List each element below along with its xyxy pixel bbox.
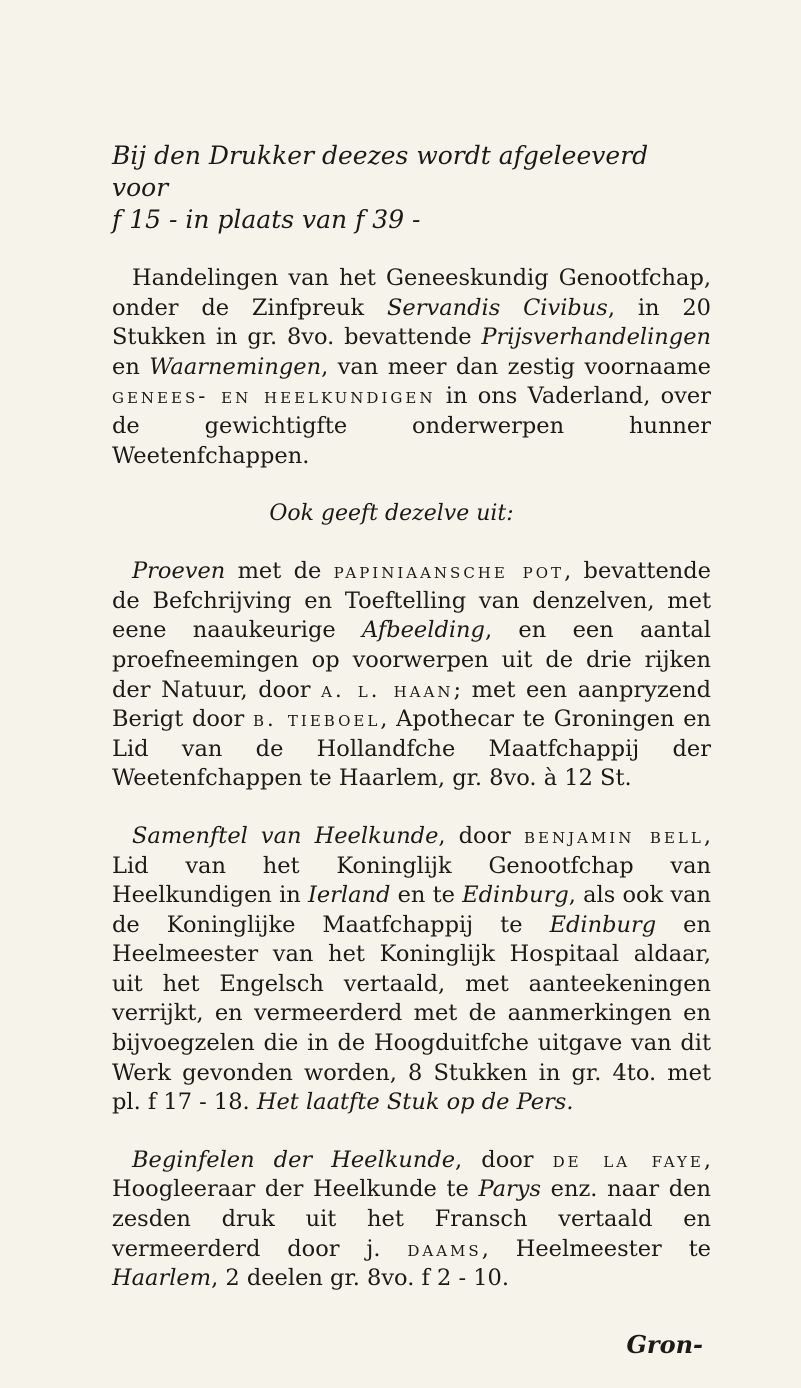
text-run: Handelingen van het Geneeskundig Genootfchap, onder de Zinfpreuk — [112, 265, 711, 321]
text-run: genees- en heelkundigen — [112, 384, 436, 409]
entry-beginselen — [112, 1146, 711, 1294]
text-run: , Apothecar te Groningen en Lid van de Hollandfche Maatfchappij der Weetenfchappen te Haarlem, gr. 8vo. à 12 St. — [112, 706, 711, 792]
text-run: Beginfelen der Heelkunde — [132, 1146, 456, 1173]
text-run: de la faye — [552, 1147, 704, 1172]
text-run: , Hoogleeraar der Heelkunde te — [112, 1146, 711, 1203]
catchword: Gron- — [626, 1329, 703, 1359]
text-run: , Lid van het Koninglijk Genootfchap van Heelkundigen in — [112, 822, 711, 909]
text-run: , in 20 Stukken in gr. 8vo. bevattende — [112, 294, 711, 351]
text-run: , en een aantal proefneemingen op voorwerpen uit de drie rijken der Natuur, door — [112, 617, 711, 703]
text-run: Prijsverhandelingen — [481, 324, 711, 351]
text-run: , Heelmeester te — [481, 1235, 712, 1262]
entry-text — [112, 264, 711, 471]
text-run: Samenftel van Heelkunde — [132, 822, 439, 849]
text-run: met de — [225, 558, 334, 585]
text-run: enz. naar den zesden druk uit het Fransch vertaald en vermeerderd door j. — [112, 1176, 711, 1262]
text-run: Het laatfte Stuk op de Pers. — [256, 1089, 574, 1116]
text-run: ; met een aanpryzend Berigt door — [112, 676, 711, 733]
text-run: Afbeelding — [362, 617, 485, 644]
text-run: Edinburg — [549, 911, 657, 938]
text-run: , 2 deelen gr. 8vo. f 2 - 10. — [211, 1265, 509, 1292]
text-run: Ierland — [307, 882, 391, 909]
text-run: , van meer dan zestig voornaame — [321, 353, 711, 380]
text-run: , als ook van de Koninglijke Maatfchappij te — [112, 882, 711, 938]
text-run: benjamin bell — [523, 823, 704, 848]
text-run: a. l. haan — [321, 677, 454, 702]
entry-handelingen — [112, 264, 711, 471]
text-run: , door — [438, 822, 524, 849]
text-run: Proeven — [132, 558, 226, 585]
header-line-1: Bij den Drukker deezes wordt afgeleeverd voor — [112, 141, 649, 202]
text-run: papiniaansche pot — [333, 559, 565, 584]
text-run: daams — [407, 1236, 482, 1261]
text-run: en — [112, 353, 150, 380]
text-run: , bevattende de Befchrijving en Toeftelling van denzelven, met eene naaukeurige — [112, 558, 711, 644]
text-run: Haarlem — [112, 1265, 212, 1292]
text-run: Parys — [478, 1176, 541, 1203]
text-run: en te — [390, 882, 463, 909]
subheading: Ook geeft dezelve uit: — [269, 501, 514, 527]
text-run: b. tieboel — [252, 707, 381, 732]
text-run: en Heelmeester van het Koninglijk Hospitaal aldaar, uit het Engelsch vertaald, met aanteekeningen verrijkt, en vermeerderd met de aanmerkingen en bijvoegzelen die in de Hoogduitfche uitgave van dit Werk gevonden worden, 8 Stukken in gr. 4to. met pl. f 17 - 18. — [112, 911, 711, 1116]
entry-text — [112, 1146, 711, 1294]
entry-text — [112, 557, 711, 794]
text-run: Servandis Civibus — [387, 294, 608, 321]
text-run: Edinburg — [462, 882, 569, 909]
text-run: in ons Vaderland, over de gewichtigfte onderwerpen hunner Weetenfchappen. — [112, 383, 711, 469]
entry-samenstel — [112, 822, 711, 1118]
text-run: , door — [455, 1146, 553, 1173]
entry-proeven — [112, 557, 711, 794]
text-run: Waarnemingen — [149, 353, 322, 380]
header-line-2: f 15 - in plaats van f 39 - — [112, 205, 421, 234]
entry-text — [112, 822, 711, 1118]
